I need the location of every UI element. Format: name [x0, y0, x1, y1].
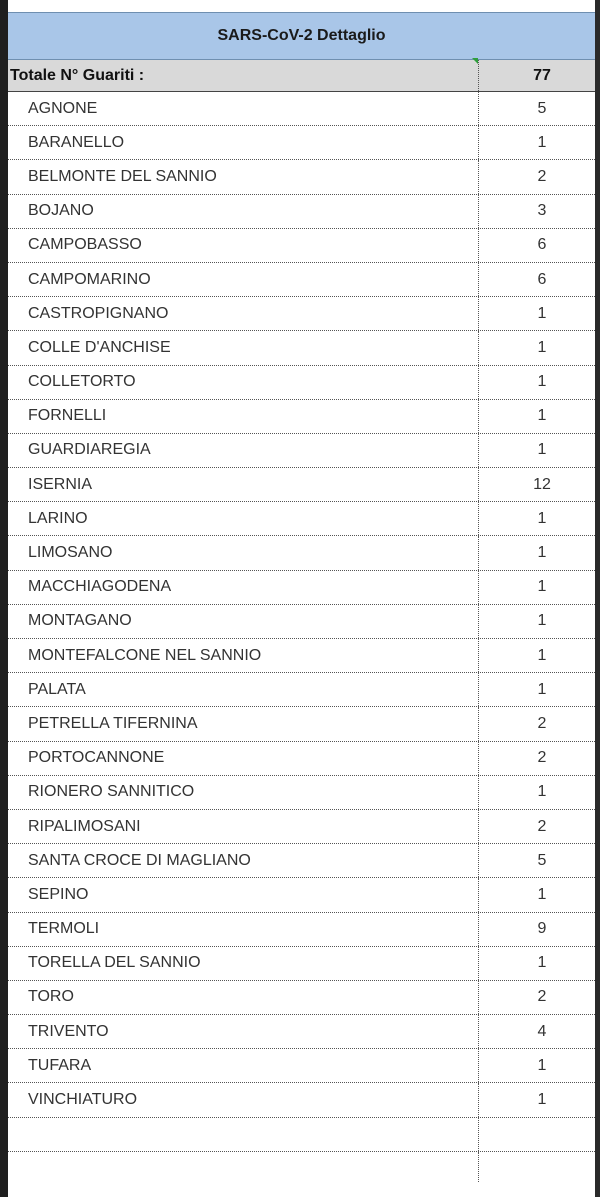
recovered-count: 1	[537, 578, 547, 596]
table-row[interactable]	[8, 981, 595, 1015]
recovered-count: 9	[537, 920, 547, 938]
municipality-name: TERMOLI	[8, 913, 479, 946]
table-row[interactable]	[8, 913, 595, 947]
recovered-count: 2	[537, 167, 547, 185]
municipality-name: RIPALIMOSANI	[8, 810, 479, 843]
municipality-name: CASTROPIGNANO	[8, 297, 479, 330]
recovered-count: 1	[537, 338, 547, 356]
recovered-count: 5	[537, 851, 547, 869]
municipality-name: SEPINO	[8, 878, 479, 911]
recovered-count: 1	[537, 407, 547, 425]
recovered-count: 1	[537, 1056, 547, 1074]
recovered-count: 1	[537, 304, 547, 322]
recovered-count: 2	[537, 988, 547, 1006]
municipality-name: PALATA	[8, 673, 479, 706]
table-row[interactable]	[8, 160, 595, 194]
recovered-count: 4	[537, 1022, 547, 1040]
table-row[interactable]	[8, 263, 595, 297]
municipality-name: TRIVENTO	[8, 1015, 479, 1048]
municipality-name: PORTOCANNONE	[8, 742, 479, 775]
recovered-count: 1	[537, 544, 547, 562]
cell-comment-marker	[472, 58, 478, 64]
total-row[interactable]	[8, 60, 595, 92]
table-row[interactable]	[8, 195, 595, 229]
table-row[interactable]	[8, 1049, 595, 1083]
empty-name-cell[interactable]	[8, 1118, 479, 1151]
right-border	[595, 0, 600, 1197]
left-border	[0, 0, 8, 1197]
municipality-name: TUFARA	[8, 1049, 479, 1082]
municipality-name: FORNELLI	[8, 400, 479, 433]
tail-name-cell	[8, 1152, 479, 1182]
municipality-name: MONTAGANO	[8, 605, 479, 638]
municipality-name: CAMPOMARINO	[8, 263, 479, 296]
tail-row	[8, 1152, 595, 1182]
table-row[interactable]	[8, 947, 595, 981]
recovered-count: 1	[537, 1091, 547, 1109]
municipality-name: CAMPOBASSO	[8, 229, 479, 262]
recovered-count: 6	[537, 236, 547, 254]
municipality-name: LARINO	[8, 502, 479, 535]
municipality-name: MACCHIAGODENA	[8, 571, 479, 604]
municipality-name: COLLETORTO	[8, 366, 479, 399]
recovered-count: 2	[537, 817, 547, 835]
table-row[interactable]	[8, 844, 595, 878]
table-row[interactable]	[8, 673, 595, 707]
recovered-count: 1	[537, 646, 547, 664]
municipality-name: ISERNIA	[8, 468, 479, 501]
table-row[interactable]	[8, 502, 595, 536]
recovered-count: 2	[537, 714, 547, 732]
municipality-name: MONTEFALCONE NEL SANNIO	[8, 639, 479, 672]
recovered-count: 1	[537, 783, 547, 801]
recovered-count: 12	[533, 475, 551, 493]
guariti-table	[8, 12, 595, 1182]
recovered-count: 5	[537, 99, 547, 117]
recovered-count: 1	[537, 373, 547, 391]
municipality-name: PETRELLA TIFERNINA	[8, 707, 479, 740]
table-row[interactable]	[8, 434, 595, 468]
table-row[interactable]	[8, 400, 595, 434]
recovered-count: 3	[537, 202, 547, 220]
table-row[interactable]	[8, 1015, 595, 1049]
table-row[interactable]	[8, 605, 595, 639]
municipality-name: AGNONE	[8, 92, 479, 125]
table-title: SARS-CoV-2 Dettaglio	[8, 12, 595, 60]
municipality-name: BOJANO	[8, 195, 479, 228]
municipality-name: GUARDIAREGIA	[8, 434, 479, 467]
recovered-count: 1	[537, 612, 547, 630]
empty-value-cell[interactable]	[479, 1118, 595, 1151]
recovered-count: 1	[537, 680, 547, 698]
table-row[interactable]	[8, 229, 595, 263]
recovered-count: 6	[537, 270, 547, 288]
recovered-count: 1	[537, 885, 547, 903]
table-row[interactable]	[8, 92, 595, 126]
total-label: Totale N° Guariti :	[8, 60, 479, 91]
recovered-count: 1	[537, 133, 547, 151]
table-row[interactable]	[8, 1083, 595, 1117]
municipality-name: LIMOSANO	[8, 536, 479, 569]
table-row[interactable]	[8, 468, 595, 502]
recovered-count: 1	[537, 441, 547, 459]
municipality-name: BELMONTE DEL SANNIO	[8, 160, 479, 193]
table-row[interactable]	[8, 571, 595, 605]
municipality-name: BARANELLO	[8, 126, 479, 159]
table-row[interactable]	[8, 878, 595, 912]
table-row[interactable]	[8, 810, 595, 844]
recovered-count: 1	[537, 954, 547, 972]
table-row[interactable]	[8, 126, 595, 160]
table-row[interactable]	[8, 366, 595, 400]
municipality-name: COLLE D'ANCHISE	[8, 331, 479, 364]
table-row[interactable]	[8, 331, 595, 365]
municipality-name: TORO	[8, 981, 479, 1014]
table-row[interactable]	[8, 639, 595, 673]
municipality-name: TORELLA DEL SANNIO	[8, 947, 479, 980]
table-row[interactable]	[8, 297, 595, 331]
table-row[interactable]	[8, 776, 595, 810]
municipality-list	[8, 92, 595, 1118]
table-row[interactable]	[8, 536, 595, 570]
recovered-count: 2	[537, 749, 547, 767]
table-row[interactable]	[8, 707, 595, 741]
total-value: 77	[533, 66, 551, 84]
recovered-count: 1	[537, 509, 547, 527]
municipality-name: SANTA CROCE DI MAGLIANO	[8, 844, 479, 877]
table-row[interactable]	[8, 742, 595, 776]
empty-row[interactable]	[8, 1118, 595, 1152]
municipality-name: RIONERO SANNITICO	[8, 776, 479, 809]
municipality-name: VINCHIATURO	[8, 1083, 479, 1116]
tail-value-cell	[479, 1152, 595, 1182]
